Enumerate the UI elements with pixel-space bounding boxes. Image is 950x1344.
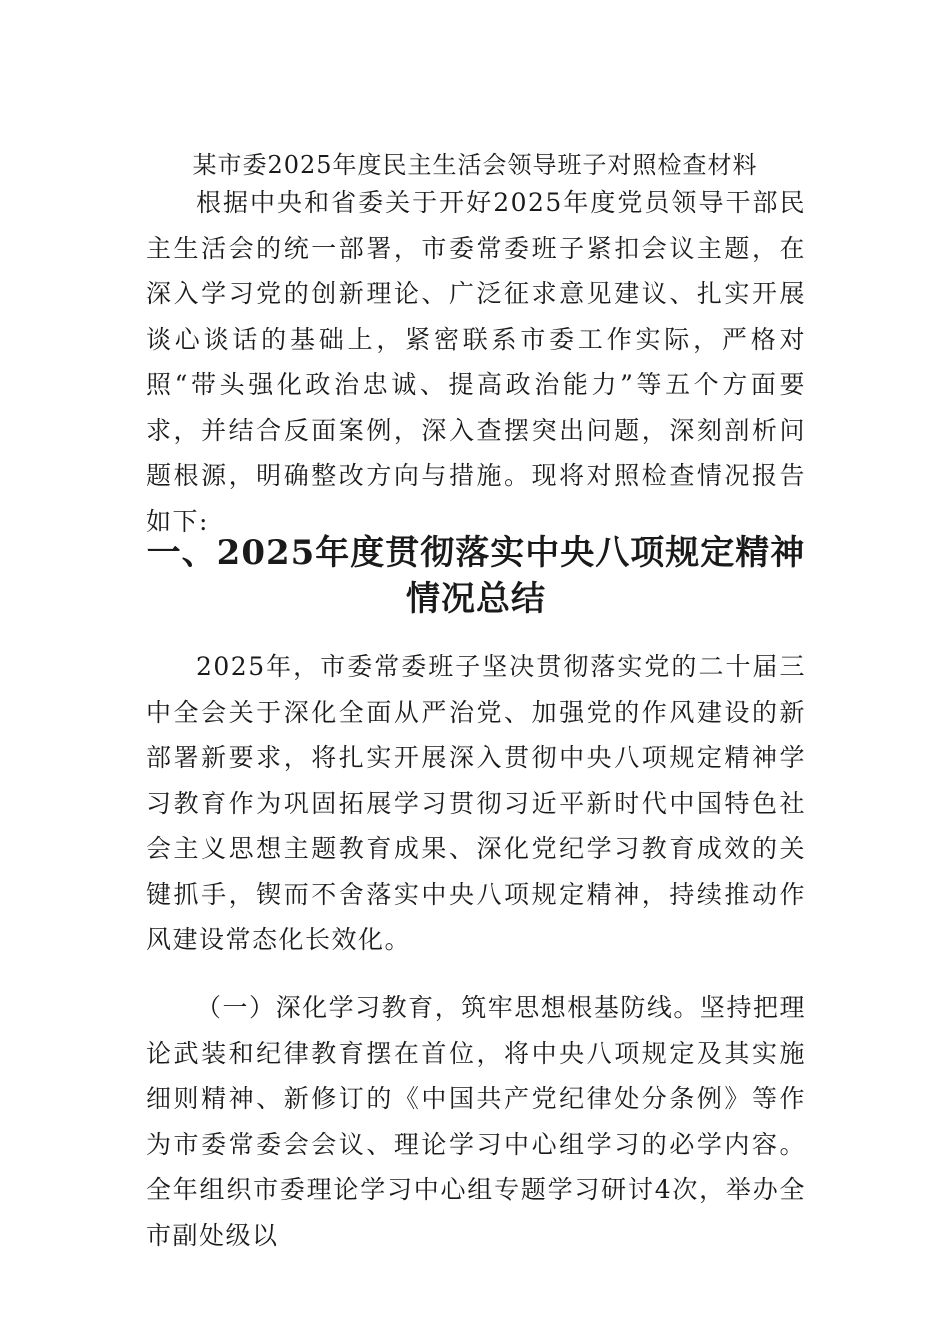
section-paragraph-2: （一）深化学习教育，筑牢思想根基防线。坚持把理论武装和纪律教育摆在首位，将中央八项规定及其实施细则精神、新修订的《中国共产党纪律处分条例》等作为市委常委会会议、理论学习中心组学习的必学内容。全年组织市委理论学习中心组专题学习研讨4次，举办全市副处级以 [146, 993, 806, 1250]
document-title: 某市委2025年度民主生活会领导班子对照检查材料 [192, 151, 758, 179]
section-heading [146, 530, 806, 622]
section-heading-line-2: 情况总结 [406, 579, 546, 619]
section-heading-line-1: 一、2025年度贯彻落实中央八项规定精神 [146, 533, 806, 573]
section-paragraph-1: 2025年，市委常委班子坚决贯彻落实党的二十届三中全会关于深化全面从严治党、加强党的作风建设的新部署新要求，将扎实开展深入贯彻中央八项规定精神学习教育作为巩固拓展学习贯彻习近平新时代中国特色社会主义思想主题教育成果、深化党纪学习教育成效的关键抓手，锲而不舍落实中央八项规定精神，持续推动作风建设常态化长效化。 [146, 652, 806, 954]
intro-paragraph: 根据中央和省委关于开好2025年度党员领导干部民主生活会的统一部署，市委常委班子紧扣会议主题，在深入学习党的创新理论、广泛征求意见建议、扎实开展谈心谈话的基础上，紧密联系市委工作实际，严格对照“带头强化政治忠诚、提高政治能力”等五个方面要求，并结合反面案例，深入查摆突出问题，深刻剖析问题根源，明确整改方向与措施。现将对照检查情况报告如下: [146, 188, 806, 536]
